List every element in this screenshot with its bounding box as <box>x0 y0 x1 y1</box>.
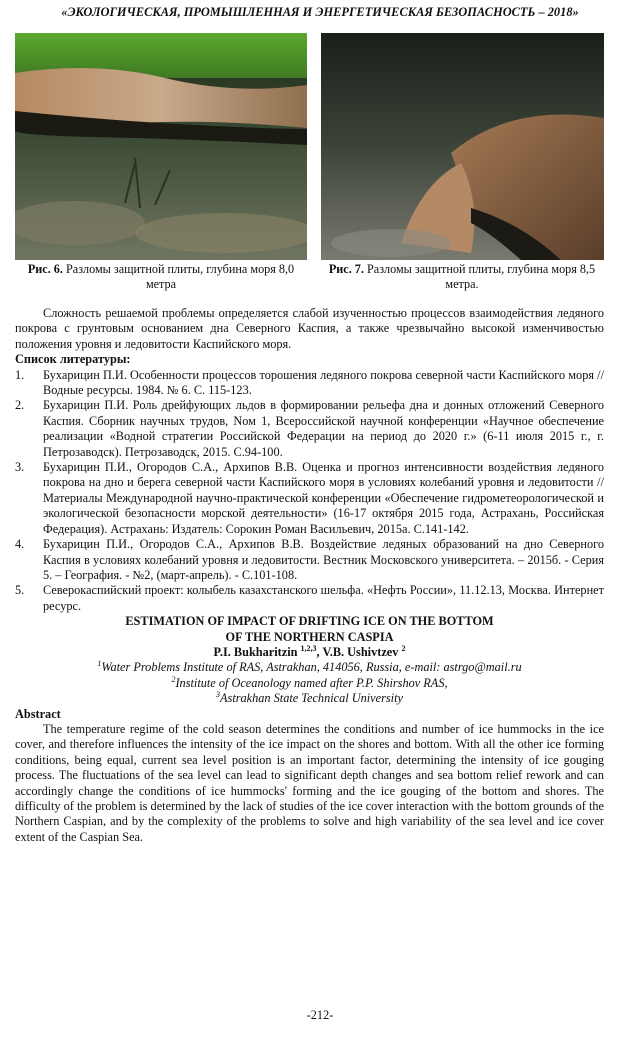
affiliation-3 <box>15 691 604 706</box>
intro-paragraph: Сложность решаемой проблемы определяется слабой изученностью процессов взаимодействия ледяного покрова с грунтовым основанием дна Северного Каспия, а также чрезвычайно высокой изменчивостью положения уровня и ледовитости Каспийского моря. <box>15 306 604 351</box>
running-header: «ЭКОЛОГИЧЕСКАЯ, ПРОМЫШЛЕННАЯ И ЭНЕРГЕТИЧЕСКАЯ БЕЗОПАСНОСТЬ – 2018» <box>61 5 579 19</box>
reference-number: 2. <box>15 398 25 413</box>
reference-number: 3. <box>15 460 25 475</box>
page-number: -212- <box>306 1008 334 1022</box>
affiliation-1 <box>15 660 604 675</box>
figure-6-caption <box>15 262 307 292</box>
reference-text: Бухарицин П.И., Огородов С.А., Архипов В.В. Оценка и прогноз интенсивности воздействия ледяного покрова на дно и берега северной части Каспийского моря в условиях колебаний уровня и ледовитости // Материалы Международной научно-практической конференции «Обеспечение гидрометеорологической и экологической безопасности морской деятельности» (16-17 октября 2015 года, Астрахань, Российская Федерация). Астрахань: Издатель: Сорокин Роман Васильевич, 2015а. С.141-142. <box>43 460 604 536</box>
author-1-sup: 1,2,3 <box>300 643 317 653</box>
affiliation-1-text: Water Problems Institute of RAS, Astrakhan, 414056, Russia, e-mail: astrgo@mail.ru <box>101 660 522 675</box>
reference-text: Бухарицин П.И. Роль дрейфующих льдов в формировании рельефа дна и донных отложений Северного Каспия. Сборник научных трудов, Nом 1, Всероссийской научной конференции «Научное обеспечение реализации «Водной стратегии Российской Федерации на период до 2020 г.» (6-11 июля 2015 г., г. Петрозаводск). Петрозаводск, 2015. С.94-100. <box>43 398 604 459</box>
author-1: P.I. Bukharitzin <box>213 644 301 659</box>
figure-6-label: Рис. 6. <box>27 262 63 276</box>
reference-item <box>15 398 604 460</box>
reference-item <box>15 583 604 614</box>
figure-7-photo <box>321 33 604 260</box>
affiliation-3-text: Astrakhan State Technical University <box>220 691 403 706</box>
english-title-line2: OF THE NORTHERN CASPIA <box>225 629 394 644</box>
authors <box>15 645 604 660</box>
english-title <box>15 614 604 645</box>
reference-item <box>15 537 604 583</box>
affiliation-2-sup: 2 <box>171 674 176 684</box>
figure-7-caption-text: Разломы защитной плиты, глубина моря 8,5 метра. <box>363 262 596 291</box>
reference-item <box>15 368 604 399</box>
reference-number: 4. <box>15 537 25 552</box>
author-separator: , V.B. Ushivtzev <box>316 644 402 659</box>
affiliation-2 <box>15 676 604 691</box>
affiliation-3-sup: 3 <box>216 690 221 700</box>
reference-text: Бухарицин П.И. Особенности процессов торошения ледяного покрова северной части Каспийского моря // Водные ресурсы. 1984. № 6. С. 115-123. <box>43 367 604 398</box>
reference-text: Бухарицин П.И., Огородов С.А., Архипов В.В. Воздействие ледяных образований на дно Северного Каспия в условиях колебаний уровня и ледовитости. Вестник Московского университета. – 2015б. - Серия 5. – География. - №2, (март-апрель). - С.101-108. <box>43 537 604 582</box>
affiliation-2-text: Institute of Oceanology named after P.P. Shirshov RAS, <box>175 675 448 690</box>
body-text <box>15 306 604 845</box>
author-2-sup: 2 <box>401 643 406 653</box>
english-title-line1: ESTIMATION OF IMPACT OF DRIFTING ICE ON THE BOTTOM <box>125 614 494 629</box>
abstract-text: The temperature regime of the cold season determines the conditions and number of ice hummocks in the ice cover, and therefore influences the intensity of the ice impact on the shores and bottom. With all the other ice forming conditions, being equal, current sea level position is an important factor, determining the intensity of ice gouging process. The fluctuations of the sea level can lead to significant depth changes and sea bottom relief rework and can accordingly change the conditions of ice hummocks' forming and the ice gouging of the bottom and shores. The difficulty of the problem is determined by the lack of studies of the ice cover interaction with the bottom grounds of the Northern Caspian, and by the complexity of the problems to solve and high variability of the sea level and ice cover extent of the Caspian Sea. <box>15 721 604 844</box>
figure-7-caption <box>316 262 608 292</box>
reference-text: Северокаспийский проект: колыбель казахстанского шельфа. «Нефть России», 11.12.13, Москва. Интернет ресурс. <box>43 583 604 613</box>
reference-number: 5. <box>15 583 25 598</box>
references-title: Список литературы: <box>15 352 131 367</box>
figure-6-caption-text: Разломы защитной плиты, глубина моря 8,0 метра <box>62 262 295 291</box>
reference-number: 1. <box>15 367 25 382</box>
figure-6-photo <box>15 33 307 260</box>
affiliation-1-sup: 1 <box>97 659 102 669</box>
reference-item <box>15 460 604 537</box>
abstract-title: Abstract <box>15 706 61 721</box>
figure-7-label: Рис. 7. <box>328 262 364 276</box>
